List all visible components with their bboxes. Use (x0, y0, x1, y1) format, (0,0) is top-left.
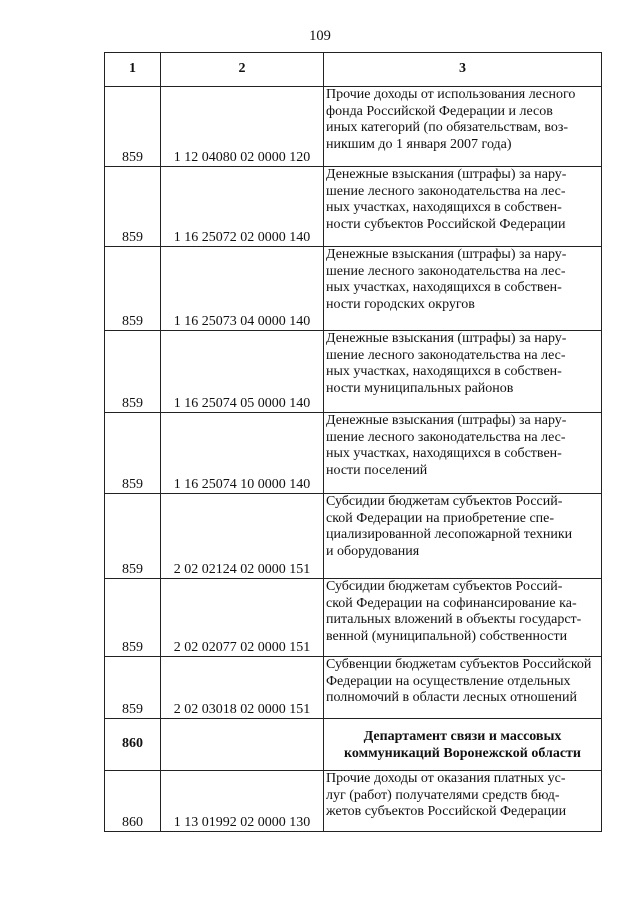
admin-code-cell: 859 (105, 413, 161, 494)
table-header-row (105, 53, 602, 87)
page-number: 109 (309, 28, 331, 44)
description-cell (324, 771, 602, 832)
table-row (105, 579, 602, 657)
table-row (105, 167, 602, 247)
admin-code-cell: 860 (105, 771, 161, 832)
description-cell (324, 579, 602, 657)
description-line: ности субъектов Российской Федерации (326, 216, 566, 232)
department-name-cell (324, 719, 602, 771)
admin-code-cell: 859 (105, 87, 161, 167)
table-row (105, 771, 602, 832)
description-line: Денежные взыскания (штрафы) за нару- (326, 413, 567, 428)
admin-code-cell: 860 (105, 719, 161, 771)
description-line: шение лесного законодательства на лес- (326, 183, 566, 199)
budget-classification-code-cell: 1 16 25074 05 0000 140 (161, 331, 324, 413)
admin-code-cell: 859 (105, 331, 161, 413)
admin-code-cell: 859 (105, 247, 161, 331)
description-line: циализированной лесопожарной техники (326, 527, 573, 542)
description-line: Субвенции бюджетам субъектов Российской (326, 657, 592, 672)
table-row (105, 494, 602, 579)
description-line: Субсидии бюджетам субъектов Россий- (326, 494, 563, 509)
budget-classification-code-cell: 2 02 02077 02 0000 151 (161, 579, 324, 657)
admin-code-cell: 859 (105, 494, 161, 579)
description-line: ности городских округов (326, 296, 475, 312)
description-line: Федерации на осуществление отдельных (326, 673, 571, 689)
description-line: ных участках, находящихся в собствен- (326, 280, 562, 295)
description-line: ных участках, находящихся в собствен- (326, 200, 562, 215)
admin-code-cell: 859 (105, 579, 161, 657)
description-line: Прочие доходы от использования лесного (326, 87, 576, 102)
budget-classification-code-cell (161, 719, 324, 771)
budget-codes-table (104, 52, 602, 832)
description-line: луг (работ) получателями средств бюд- (326, 787, 560, 803)
description-line: венной (муниципальной) собственности (326, 628, 568, 644)
description-cell (324, 87, 602, 167)
description-line: полномочий в области лесных отношений (326, 690, 578, 705)
description-line: ности поселений (326, 462, 428, 478)
description-line: жетов субъектов Российской Федерации (326, 804, 567, 819)
column-header-2: 2 (161, 53, 324, 87)
description-line: шение лесного законодательства на лес- (326, 429, 566, 445)
description-cell (324, 331, 602, 413)
description-line: Прочие доходы от оказания платных ус- (326, 771, 566, 786)
description-line: питальных вложений в объекты государст- (326, 612, 582, 627)
description-cell (324, 413, 602, 494)
budget-classification-code-cell: 1 16 25073 04 0000 140 (161, 247, 324, 331)
description-line: ности муниципальных районов (326, 380, 514, 396)
description-line: ных участках, находящихся в собствен- (326, 446, 562, 461)
table-row (105, 657, 602, 719)
table-row (105, 87, 602, 167)
description-line: и оборудования (326, 543, 420, 559)
description-line: коммуникаций Воронежской области (343, 745, 581, 761)
budget-classification-code-cell: 1 16 25072 02 0000 140 (161, 167, 324, 247)
description-line: Денежные взыскания (штрафы) за нару- (326, 331, 567, 346)
description-cell (324, 247, 602, 331)
description-line: Денежные взыскания (штрафы) за нару- (326, 247, 567, 262)
description-line: Департамент связи и массовых (363, 729, 562, 744)
description-cell (324, 494, 602, 579)
budget-classification-code-cell: 2 02 03018 02 0000 151 (161, 657, 324, 719)
description-line: фонда Российской Федерации и лесов (326, 103, 553, 119)
description-cell (324, 657, 602, 719)
description-line: шение лесного законодательства на лес- (326, 347, 566, 363)
budget-classification-code-cell: 1 16 25074 10 0000 140 (161, 413, 324, 494)
description-line: Денежные взыскания (штрафы) за нару- (326, 167, 567, 182)
budget-classification-code-cell: 2 02 02124 02 0000 151 (161, 494, 324, 579)
description-line: ных участках, находящихся в собствен- (326, 364, 562, 379)
description-line: ской Федерации на приобретение спе- (326, 510, 555, 526)
admin-code-cell: 859 (105, 167, 161, 247)
table-row (105, 331, 602, 413)
description-line: ской Федерации на софинансирование ка- (326, 595, 577, 611)
description-line: Субсидии бюджетам субъектов Россий- (326, 579, 563, 594)
admin-code-cell: 859 (105, 657, 161, 719)
table-row (105, 413, 602, 494)
description-line: шение лесного законодательства на лес- (326, 263, 566, 279)
description-cell (324, 167, 602, 247)
table-row (105, 247, 602, 331)
description-line: иных категорий (по обязательствам, воз- (326, 120, 569, 135)
budget-classification-code-cell: 1 13 01992 02 0000 130 (161, 771, 324, 832)
column-header-1: 1 (105, 53, 161, 87)
description-line: никшим до 1 января 2007 года) (326, 136, 512, 152)
column-header-3: 3 (324, 53, 602, 87)
department-row (105, 719, 602, 771)
budget-classification-code-cell: 1 12 04080 02 0000 120 (161, 87, 324, 167)
